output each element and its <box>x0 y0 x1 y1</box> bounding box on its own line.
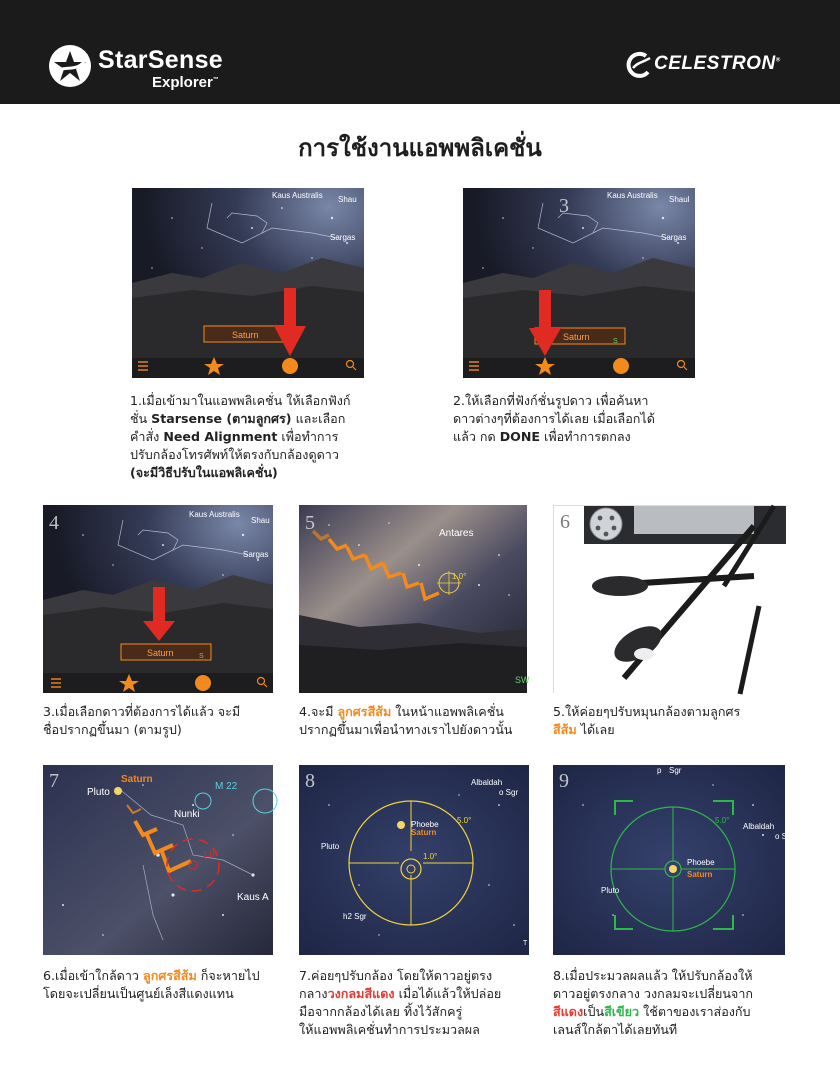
svg-text:Sargas: Sargas <box>243 550 269 559</box>
svg-text:1.0°: 1.0° <box>452 572 467 581</box>
svg-text:S: S <box>199 653 204 660</box>
starsense-icon[interactable] <box>195 675 211 691</box>
caption-step-8: 8.เมื่อประมวลผลแล้ว ให้ปรับกล้องให้ ดาวอยู่ตรงกลาง วงกลมจะเปลี่ยนจาก สีแดงเป็นสีเขียว ใช้ตาของเราส่องกับ เลนส์ใกล้ตาได้เลยทันที <box>553 968 754 1037</box>
svg-text:1.0°: 1.0° <box>423 852 438 861</box>
screenshot-step-4 <box>299 505 530 693</box>
svg-text:Pluto: Pluto <box>321 842 340 851</box>
svg-text:Phoebe: Phoebe <box>687 858 715 867</box>
starsense-logo <box>48 44 238 92</box>
caption-step-2: 2.ให้เลือกที่ฟังก์ชั่นรูปดาว เพื่อค้นหา ดาวต่างๆที่ต้องการได้เลย เมื่อเลือกได้ แล้ว กด DONE เพื่อทำการตกลง <box>453 393 655 444</box>
svg-text:Sargas: Sargas <box>661 233 687 242</box>
svg-text:Saturn: Saturn <box>121 774 153 785</box>
svg-text:T: T <box>523 940 528 947</box>
svg-text:5: 5 <box>305 512 315 534</box>
svg-text:Albaldah: Albaldah <box>743 822 775 831</box>
screenshot-step-3 <box>43 505 273 693</box>
caption-step-5: 5.ให้ค่อยๆปรับหมุนกล้องตามลูกศร สีส้ม ได้เลย <box>553 704 741 737</box>
svg-text:p: p <box>657 766 662 775</box>
svg-text:o S: o S <box>775 832 788 841</box>
svg-text:8: 8 <box>305 770 315 792</box>
svg-text:h2 Sgr: h2 Sgr <box>343 912 367 921</box>
screenshot-step-1 <box>132 188 364 378</box>
svg-text:Pluto: Pluto <box>87 787 110 798</box>
svg-text:3: 3 <box>559 195 569 217</box>
svg-text:Antares: Antares <box>439 528 474 539</box>
caption-step-7: 7.ค่อยๆปรับกล้อง โดยให้ดาวอยู่ตรง กลางวงกลมสีแดง เมื่อได้แล้วให้ปล่อย มือจากกล้องได้เลย ทิ้งไว้สักครู่ ให้แอพพลิเคชั่นทำการประมวลผล <box>299 968 502 1037</box>
svg-text:Phoebe: Phoebe <box>411 820 439 829</box>
svg-text:Saturn: Saturn <box>687 870 713 879</box>
svg-text:Shaul: Shaul <box>669 195 690 204</box>
brand-subtitle: Explorer™ <box>152 74 219 91</box>
celestron-logo <box>626 52 796 78</box>
svg-text:Kaus A: Kaus A <box>237 892 269 903</box>
starsense-icon[interactable] <box>613 358 629 374</box>
svg-text:Saturn: Saturn <box>563 332 590 342</box>
svg-text:4: 4 <box>49 512 59 534</box>
celestron-wordmark: CELESTRON® <box>654 53 781 74</box>
svg-text:SW: SW <box>515 675 530 685</box>
page-title: การใช้งานแอพพลิเคชั่น <box>298 134 542 162</box>
screenshot-step-8 <box>553 765 788 955</box>
caption-step-3: 3.เมื่อเลือกดาวที่ต้องการได้แล้ว จะมี ชื่อปรากฏขึ้นมา (ตามรูป) <box>43 704 241 737</box>
svg-text:o Sgr: o Sgr <box>499 788 519 797</box>
svg-text:7: 7 <box>49 770 59 792</box>
svg-text:5.0°: 5.0° <box>715 816 730 825</box>
svg-text:Saturn: Saturn <box>411 828 437 837</box>
svg-text:Pluto: Pluto <box>601 886 620 895</box>
brand-title: StarSense <box>98 46 223 74</box>
svg-text:Shau: Shau <box>338 195 357 204</box>
caption-step-1: 1.เมื่อเข้ามาในแอพพลิเคชั่น ให้เลือกฟังก์ ชั่น Starsense (ตามลูกศร) และเลือก คำสั่ง Need Alignment เพื่อทำการ ปรับกล้องโทรศัพท์ให้ตรงกับกล้องดูดาว (จะมีวิธีปรับในแอพลิเคชั่น) <box>130 393 351 480</box>
screenshot-step-6 <box>43 765 273 955</box>
screenshot-step-2 <box>463 188 695 378</box>
svg-text:1.0°: 1.0° <box>203 850 218 859</box>
starsense-icon[interactable] <box>282 358 298 374</box>
svg-text:Kaus Australis: Kaus Australis <box>607 191 658 200</box>
svg-text:Sgr: Sgr <box>669 766 682 775</box>
svg-text:6: 6 <box>560 511 570 533</box>
screenshot-step-7 <box>299 765 529 955</box>
svg-text:Kaus Australis: Kaus Australis <box>272 191 323 200</box>
svg-text:Shau: Shau <box>251 516 270 525</box>
celestron-swoosh-icon <box>626 52 652 78</box>
svg-text:Nunki: Nunki <box>174 809 200 820</box>
svg-text:Saturn: Saturn <box>232 330 259 340</box>
svg-text:S: S <box>613 338 618 345</box>
svg-text:Albaldah: Albaldah <box>471 778 503 787</box>
screenshot-step-5 <box>553 505 785 693</box>
caption-step-6: 6.เมื่อเข้าใกล้ดาว ลูกศรสีส้ม ก็จะหายไป โดยจะเปลี่ยนเป็นศูนย์เล็งสีแดงแทน <box>43 968 260 1001</box>
svg-text:9: 9 <box>559 770 569 792</box>
svg-text:5.0°: 5.0° <box>457 816 472 825</box>
svg-text:Sargas: Sargas <box>330 233 356 242</box>
caption-step-4: 4.จะมี ลูกศรสีส้ม ในหน้าแอพพลิเคชั่น ปรากฏขึ้นมาเพื่อนำทางเราไปยังดาวนั้น <box>299 704 513 737</box>
starsense-logo-icon <box>48 44 92 88</box>
svg-text:M 22: M 22 <box>215 781 238 792</box>
svg-text:Saturn: Saturn <box>147 648 174 658</box>
svg-text:Kaus Australis: Kaus Australis <box>189 510 240 519</box>
header-bar <box>0 0 840 104</box>
